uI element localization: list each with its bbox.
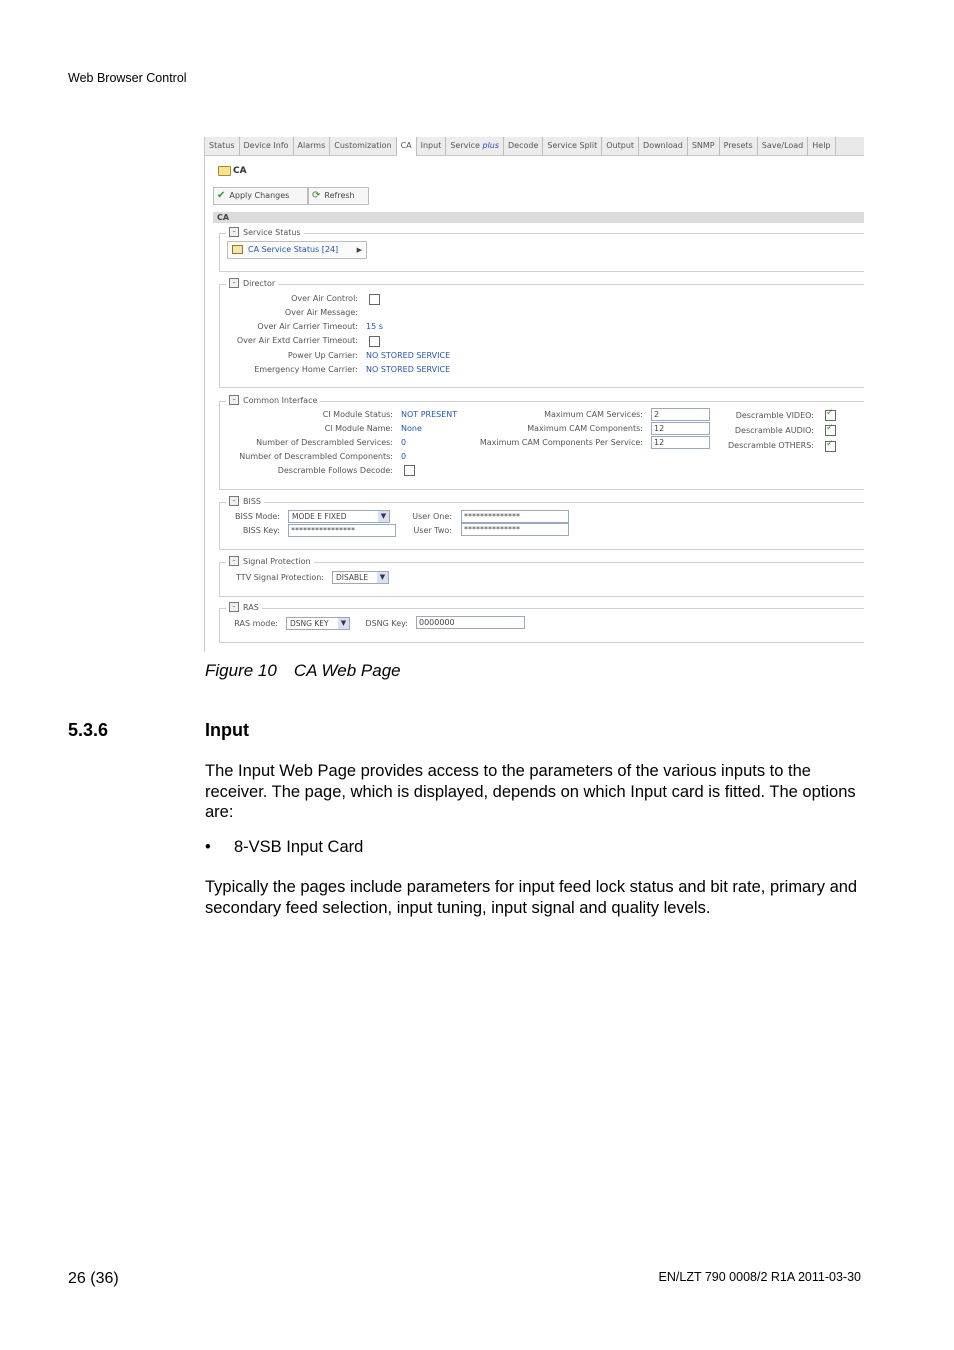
ci-module-name-label: CI Module Name:	[324, 424, 393, 433]
tab-output[interactable]: Output	[602, 137, 639, 155]
user-two-label: User Two:	[413, 526, 452, 535]
max-cam-components-label: Maximum CAM Components:	[527, 424, 643, 433]
follows-decode-label: Descramble Follows Decode:	[277, 466, 393, 475]
max-per-service-label: Maximum CAM Components Per Service:	[479, 438, 643, 447]
max-per-service-input[interactable]: 12	[651, 436, 710, 449]
over-air-control-checkbox[interactable]	[369, 294, 380, 305]
running-header: Web Browser Control	[68, 71, 187, 85]
ttv-protection-value: DISABLE	[336, 573, 369, 582]
tab-ca[interactable]: CA	[397, 137, 417, 156]
apply-changes-label: Apply Changes	[229, 191, 290, 200]
doc-id-text: EN/LZT 790 0008/2 R1A	[658, 1270, 795, 1284]
tab-save-load[interactable]: Save/Load	[758, 137, 809, 155]
ras-legend	[226, 602, 262, 612]
director-legend	[226, 278, 278, 288]
biss-key-input[interactable]: ****************	[288, 524, 396, 537]
follows-decode-checkbox[interactable]	[404, 465, 415, 476]
tab-help[interactable]: Help	[808, 137, 835, 155]
over-air-control-label: Over Air Control:	[291, 294, 358, 303]
extd-timeout-label: Over Air Extd Carrier Timeout:	[236, 336, 358, 345]
tab-decode[interactable]: Decode	[504, 137, 543, 155]
descrambled-components-value: 0	[401, 452, 407, 461]
power-up-value: NO STORED SERVICE	[366, 351, 451, 360]
collapse-icon[interactable]: –	[229, 496, 239, 506]
doc-date: 2011-03-30	[797, 1270, 861, 1284]
extd-timeout-checkbox[interactable]	[369, 336, 380, 347]
emergency-value: NO STORED SERVICE	[366, 365, 451, 374]
tab-download[interactable]: Download	[639, 137, 688, 155]
descrambled-services-label: Number of Descrambled Services:	[256, 438, 393, 447]
power-up-label: Power Up Carrier:	[287, 351, 358, 360]
biss-mode-select[interactable]	[288, 510, 390, 523]
descramble-audio-label: Descramble AUDIO:	[734, 426, 814, 435]
biss-legend	[226, 496, 264, 506]
collapse-icon[interactable]: –	[229, 395, 239, 405]
descramble-video-checkbox[interactable]	[825, 410, 836, 421]
service-status-legend	[226, 227, 304, 237]
collapse-icon[interactable]: –	[229, 278, 239, 288]
grid-icon	[232, 245, 243, 254]
document-id	[659, 1270, 861, 1284]
descrambled-services-value: 0	[401, 438, 407, 447]
descrambled-components-label: Number of Descrambled Components:	[239, 452, 393, 461]
section-number: 5.3.6	[68, 720, 109, 740]
biss-mode-label: BISS Mode:	[234, 512, 280, 521]
figure-caption	[205, 661, 401, 681]
signal-protection-legend-text: Signal Protection	[243, 556, 311, 566]
user-one-label: User One:	[412, 512, 452, 521]
over-air-message-label: Over Air Message:	[284, 308, 358, 317]
tab-input[interactable]: Input	[417, 137, 447, 155]
collapse-icon[interactable]: –	[229, 602, 239, 612]
carrier-timeout-label: Over Air Carrier Timeout:	[257, 322, 358, 331]
user-one-input[interactable]: **************	[461, 510, 569, 523]
dsng-key-label: DSNG Key:	[365, 619, 408, 628]
descramble-others-checkbox[interactable]	[825, 441, 836, 452]
ci-module-status-label: CI Module Status:	[322, 410, 393, 419]
refresh-button[interactable]	[308, 187, 369, 205]
biss-mode-value: MODE E FIXED	[292, 512, 347, 521]
apply-changes-button[interactable]	[213, 187, 308, 205]
dsng-key-input[interactable]: 0000000	[416, 616, 525, 629]
emergency-label: Emergency Home Carrier:	[254, 365, 358, 374]
page-number: 26 (36)	[68, 1270, 119, 1287]
tab-bar	[205, 137, 864, 156]
ttv-protection-select[interactable]	[332, 571, 389, 584]
descramble-video-label: Descramble VIDEO:	[735, 411, 814, 420]
refresh-icon: ⟳	[312, 190, 321, 201]
arrow-right-icon: ▶	[356, 246, 362, 254]
ci-module-status-value: NOT PRESENT	[401, 410, 458, 419]
descramble-others-label: Descramble OTHERS:	[728, 441, 814, 450]
intro-paragraph: The Input Web Page provides access to the parameters of the various inputs to the receiver. The page, which is displayed, depends on which Input card is fitted. The options are:	[205, 762, 856, 821]
service-status-legend-text: Service Status	[243, 227, 301, 237]
ras-mode-value: DSNG KEY	[290, 619, 329, 628]
bullet-text: 8-VSB Input Card	[234, 838, 364, 856]
ci-module-name-value: None	[401, 424, 422, 433]
common-interface-legend	[226, 395, 320, 405]
section-title: Input	[205, 720, 249, 740]
bullet-icon: •	[205, 838, 211, 856]
ca-service-status-label: CA Service Status [24]	[248, 245, 339, 254]
signal-protection-legend	[226, 556, 314, 566]
section-bar-ca: CA	[213, 212, 864, 223]
ca-service-status-button[interactable]	[227, 241, 367, 259]
chevron-down-icon: ▼	[338, 618, 349, 629]
details-paragraph: Typically the pages include parameters for input feed lock status and bit rate, primary and secondary feed selection, input tuning, input signal and quality levels.	[205, 878, 858, 917]
descramble-audio-checkbox[interactable]	[825, 425, 836, 436]
max-cam-components-input[interactable]: 12	[651, 422, 710, 435]
common-interface-legend-text: Common Interface	[243, 395, 318, 405]
refresh-label: Refresh	[324, 191, 355, 200]
ras-legend-text: RAS	[243, 602, 259, 612]
tab-customization[interactable]: Customization	[330, 137, 396, 155]
figure-number: Figure 10	[205, 661, 277, 680]
carrier-timeout-value: 15 s	[366, 322, 383, 331]
check-icon: ✔	[217, 190, 226, 201]
tab-service-label: Service	[450, 141, 480, 150]
tab-device-info[interactable]: Device Info	[240, 137, 294, 155]
chevron-down-icon: ▼	[378, 511, 389, 522]
user-two-input[interactable]: **************	[461, 523, 569, 536]
ttv-protection-label: TTV Signal Protection:	[236, 573, 324, 582]
tab-service-plus[interactable]	[446, 137, 504, 155]
bullet-item	[205, 838, 363, 857]
tab-snmp[interactable]: SNMP	[688, 137, 720, 155]
chevron-down-icon: ▼	[377, 572, 388, 583]
collapse-icon[interactable]: –	[229, 556, 239, 566]
tab-presets[interactable]: Presets	[720, 137, 758, 155]
collapse-icon[interactable]: –	[229, 227, 239, 237]
tab-alarms[interactable]: Alarms	[294, 137, 331, 155]
page-title: CA	[233, 166, 247, 176]
ras-mode-select[interactable]	[286, 617, 350, 630]
biss-key-label: BISS Key:	[242, 526, 280, 535]
director-legend-text: Director	[243, 278, 276, 288]
max-cam-services-input[interactable]: 2	[651, 408, 710, 421]
folder-icon	[218, 166, 231, 176]
ca-web-page-screenshot	[204, 137, 864, 652]
figure-caption-text: CA Web Page	[293, 661, 401, 680]
max-cam-services-label: Maximum CAM Services:	[544, 410, 643, 419]
tab-service-suffix: plus	[482, 141, 500, 150]
tab-service-split[interactable]: Service Split	[543, 137, 602, 155]
tab-status[interactable]: Status	[205, 137, 240, 155]
biss-legend-text: BISS	[243, 496, 262, 506]
ras-mode-label: RAS mode:	[234, 619, 278, 628]
